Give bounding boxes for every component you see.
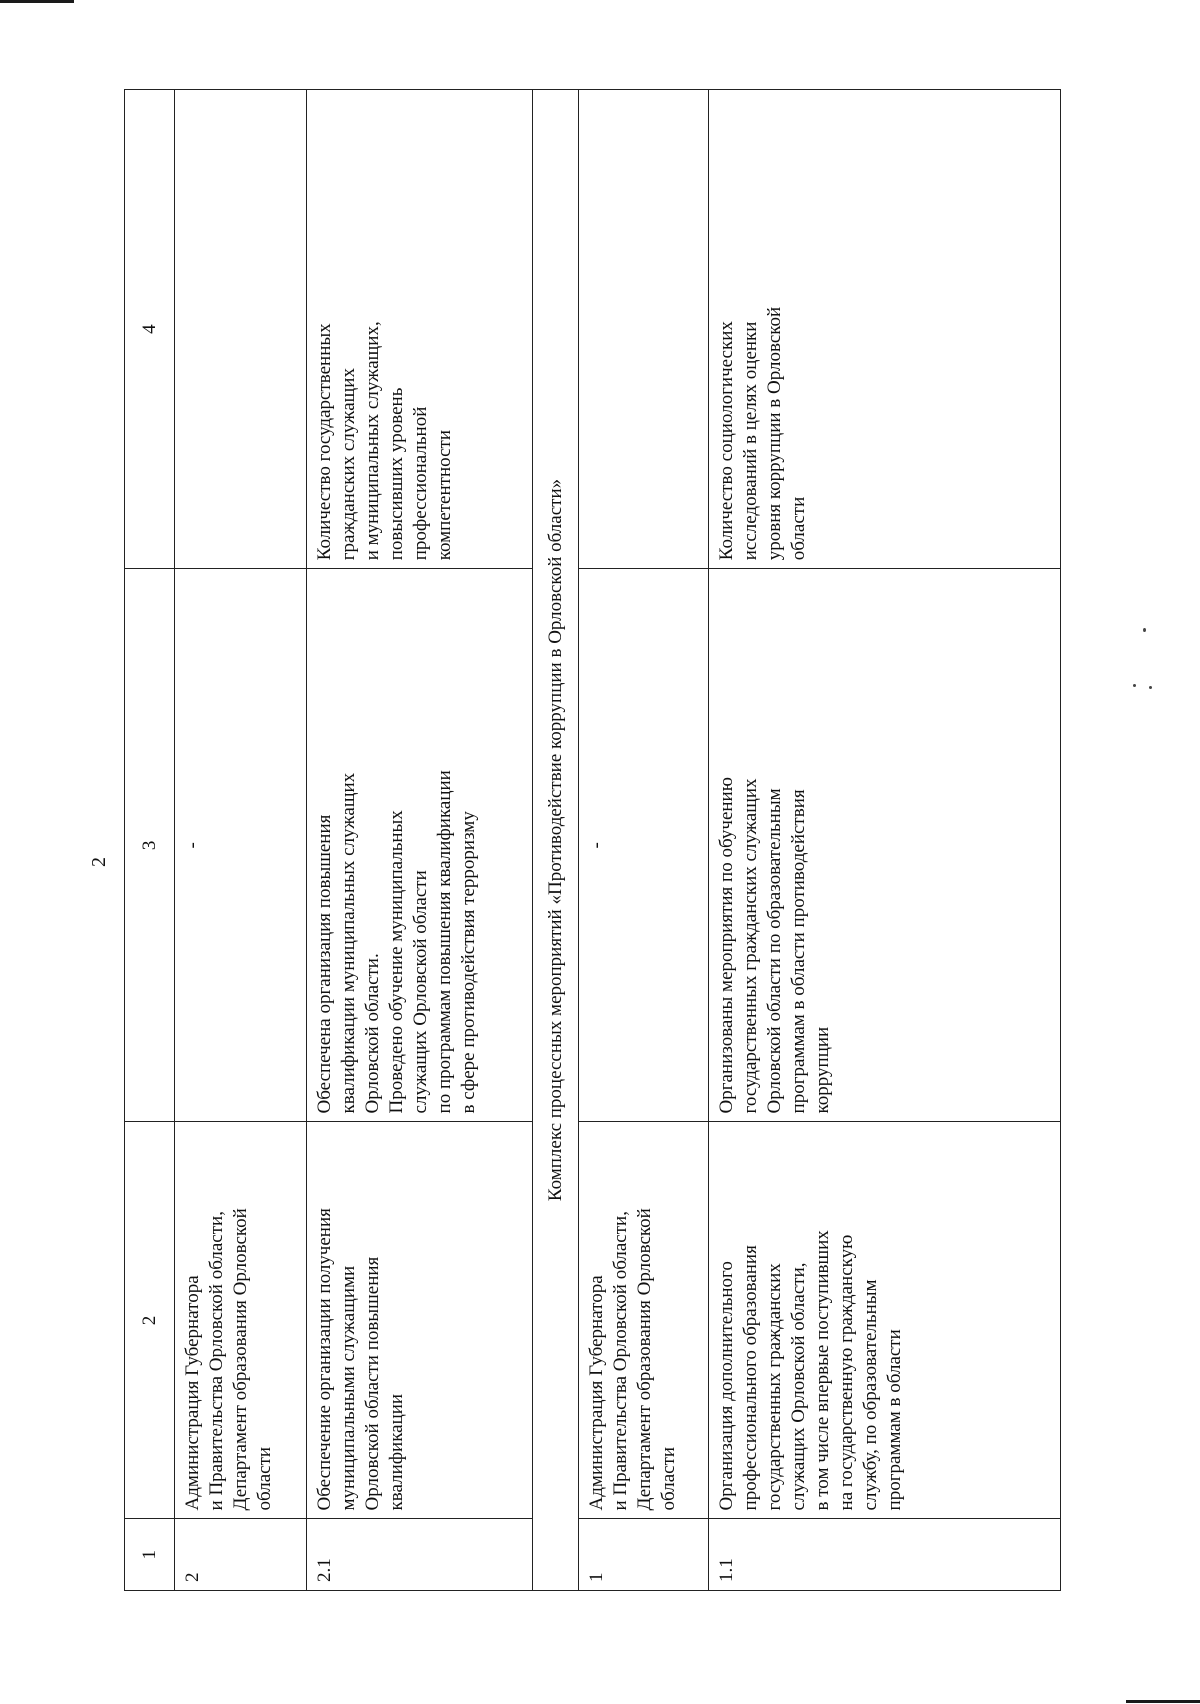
scan-speck xyxy=(1149,686,1152,689)
task-cell: Обеспечение организации получения муниципальными служащими Орловской области повышения квалификации xyxy=(307,1122,533,1519)
section-title: Комплекс процессных мероприятий «Противодействие коррупции в Орловской области» xyxy=(533,90,579,1591)
table-row xyxy=(175,90,307,1591)
header-cell: 2 xyxy=(125,1122,175,1519)
rotated-page xyxy=(124,89,1060,1591)
table-header-row xyxy=(125,90,175,1591)
row-number: 2.1 xyxy=(307,1519,533,1591)
header-cell: 1 xyxy=(125,1519,175,1591)
table-row xyxy=(579,90,709,1591)
result-cell: - xyxy=(579,569,709,1122)
header-cell: 4 xyxy=(125,90,175,569)
table-row xyxy=(307,90,533,1591)
indicator-cell xyxy=(175,90,307,569)
indicator-cell: Количество государственных гражданских служащих и муниципальных служащих, повысивших уровень профессиональной компетентности xyxy=(307,90,533,569)
responsible-cell: Администрация Губернатора и Правительства Орловской области, Департамент образования Орловской области xyxy=(175,1122,307,1519)
result-cell: Организованы мероприятия по обучению государственных гражданских служащих Орловской области по образовательным программам в области противодействия коррупции xyxy=(709,569,1061,1122)
table-row xyxy=(709,90,1061,1591)
section-row xyxy=(533,90,579,1591)
scan-speck xyxy=(1143,628,1146,632)
row-number: 1 xyxy=(579,1519,709,1591)
measures-table xyxy=(124,89,1061,1591)
result-cell: - xyxy=(175,569,307,1122)
scan-edge-top-left xyxy=(0,0,74,3)
indicator-cell xyxy=(579,90,709,569)
indicator-cell: Количество социологических исследований в целях оценки уровня коррупции в Орловской области xyxy=(709,90,1061,569)
task-cell: Организация дополнительного профессионального образования государственных гражданских служащих Орловской области, в том числе впервые поступивших на государственную гражданскую службу, по образовательным программам в области xyxy=(709,1122,1061,1519)
scan-edge-bottom-right xyxy=(1126,1700,1200,1703)
row-number: 1.1 xyxy=(709,1519,1061,1591)
header-cell: 3 xyxy=(125,569,175,1122)
row-number: 2 xyxy=(175,1519,307,1591)
scan-speck xyxy=(1133,684,1136,687)
responsible-cell: Администрация Губернатора и Правительства Орловской области, Департамент образования Орловской области xyxy=(579,1122,709,1519)
page-number: 2 xyxy=(88,857,110,867)
result-cell: Обеспечена организация повышения квалификации муниципальных служащих Орловской области. Проведено обучение муниципальных служащих Орловской области по программам повышения квалификации в сфере противодействия терроризму xyxy=(307,569,533,1122)
